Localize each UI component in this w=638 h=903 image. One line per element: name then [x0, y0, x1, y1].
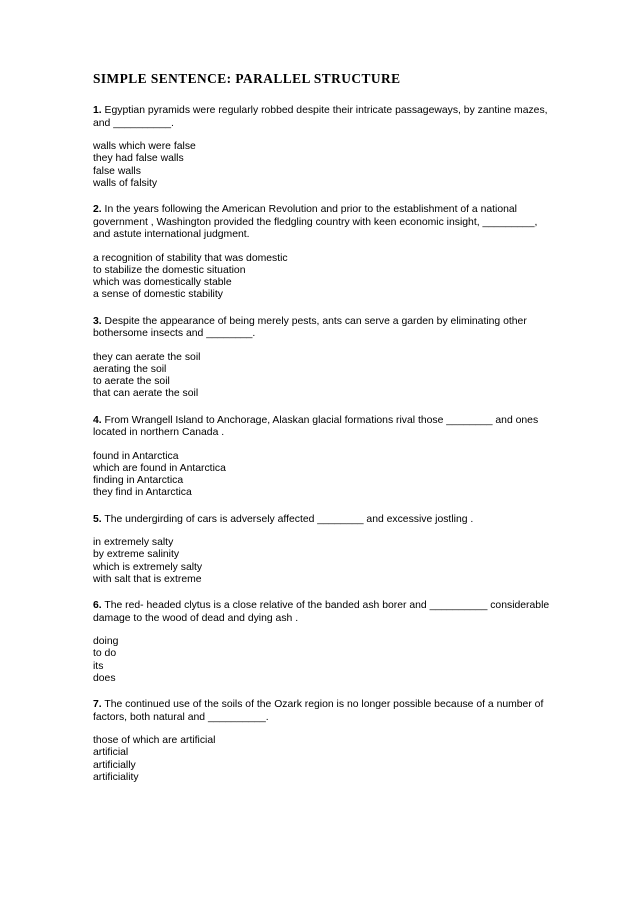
document-title: SIMPLE SENTENCE: PARALLEL STRUCTURE — [93, 71, 401, 86]
answer-option: those of which are artificial — [93, 735, 216, 747]
answer-option: to stabilize the domestic situation — [93, 264, 246, 276]
answer-option: walls which were false — [93, 141, 196, 153]
question-stem — [93, 699, 553, 724]
answer-option: they find in Antarctica — [93, 487, 192, 499]
answer-option: with salt that is extreme — [93, 573, 202, 585]
question-item-2 — [93, 204, 553, 302]
answer-option: which was domestically stable — [93, 277, 232, 289]
question-text: From Wrangell Island to Anchorage, Alaskan glacial formations rival those ________ and ones located in northern Canada . — [93, 414, 539, 439]
answer-option: doing — [93, 636, 119, 648]
answer-option: which are found in Antarctica — [93, 462, 226, 474]
answer-option: artificially — [93, 759, 136, 771]
question-stem — [93, 105, 553, 130]
answer-option: finding in Antarctica — [93, 475, 184, 487]
answer-option: a sense of domestic stability — [93, 289, 223, 301]
question-item-4 — [93, 415, 553, 500]
document-page — [93, 70, 553, 798]
question-text: Egyptian pyramids were regularly robbed despite their intricate passageways, by zantine mazes, and __________. — [93, 105, 548, 129]
question-number: 7. — [93, 699, 102, 710]
question-number: 1. — [93, 105, 102, 116]
answer-option: by extreme salinity — [93, 549, 180, 561]
answer-option: they can aerate the soil — [93, 351, 201, 363]
question-number: 2. — [93, 204, 102, 215]
question-text: The undergirding of cars is adversely affected ________ and excessive jostling . — [101, 513, 474, 525]
question-stem — [93, 316, 553, 341]
question-number: 5. — [93, 513, 102, 525]
question-item-5 — [93, 514, 553, 586]
question-text: The continued use of the soils of the Ozark region is no longer possible because of a number of factors, both natural and __________. — [93, 699, 544, 723]
answer-options — [93, 352, 553, 401]
answer-option: its — [93, 660, 104, 672]
question-text: The red- headed clytus is a close relative of the banded ash borer and __________ considerable damage to the wood of dead and dying ash . — [93, 600, 550, 624]
answer-option: which is extremely salty — [93, 561, 203, 573]
answer-option: walls of falsity — [93, 177, 158, 189]
question-item-7 — [93, 699, 553, 784]
answer-option: artificial — [93, 747, 129, 759]
question-number: 6. — [93, 600, 102, 611]
answer-option: a recognition of stability that was domestic — [93, 252, 288, 264]
question-list — [93, 105, 553, 784]
answer-option: to aerate the soil — [93, 376, 170, 388]
question-item-1 — [93, 105, 553, 190]
answer-option: artificiality — [93, 771, 139, 783]
answer-option: does — [93, 672, 116, 684]
answer-options — [93, 735, 553, 784]
question-text: In the years following the American Revolution and prior to the establishment of a national government , Washington provided the fledgling country with keen economic insight, _________, and astute international judgment. — [93, 204, 538, 241]
answer-option: to do — [93, 648, 117, 660]
question-stem — [93, 415, 553, 440]
question-number: 4. — [93, 414, 102, 426]
question-text: Despite the appearance of being merely pests, ants can serve a garden by eliminating other bothersome insects and ________. — [93, 315, 527, 340]
question-stem — [93, 600, 553, 625]
answer-option: that can aerate the soil — [93, 388, 199, 400]
question-stem — [93, 204, 553, 242]
answer-option: aerating the soil — [93, 363, 167, 375]
answer-option: they had false walls — [93, 153, 184, 165]
question-item-3 — [93, 316, 553, 401]
answer-option: false walls — [93, 165, 141, 177]
answer-option: in extremely salty — [93, 537, 174, 549]
question-item-6 — [93, 600, 553, 685]
question-number: 3. — [93, 315, 102, 327]
question-stem — [93, 514, 553, 527]
answer-options — [93, 636, 553, 685]
answer-option: found in Antarctica — [93, 450, 179, 462]
answer-options — [93, 141, 553, 190]
answer-options — [93, 253, 553, 302]
answer-options — [93, 537, 553, 586]
answer-options — [93, 451, 553, 500]
